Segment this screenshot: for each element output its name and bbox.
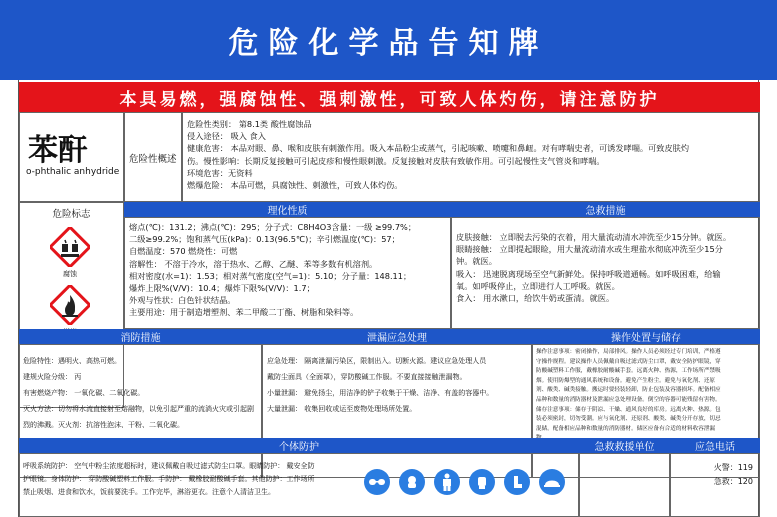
physchem-line: 二级≥99.2%；饱和蒸气压(kPa)：0.13(96.5℃)；辛引燃温度(℃)：57；	[129, 234, 400, 245]
gloves-icon	[469, 469, 495, 495]
fire-phone-label: 火警：	[713, 463, 738, 472]
protective-suit-icon	[434, 469, 460, 495]
handling-header	[532, 329, 760, 344]
first-aid-title: 急救措施	[585, 206, 626, 217]
ambulance-phone-row	[714, 476, 753, 487]
phone-cell	[670, 453, 760, 517]
warning-text: 本具易燃，强腐蚀性、强刺激性，可致人体灼伤，请注意防护	[119, 89, 660, 110]
handling-line: 储存注意事项：储存于阴凉、干燥、通风良好的库房。远离火种、热源。包	[536, 406, 721, 413]
corrosive-icon	[50, 227, 90, 267]
notice-board	[18, 80, 759, 517]
phone-title: 应急电话	[695, 442, 735, 453]
hazard-overview-line: 健康危害： 本品对眼、鼻、喉和皮肤有刺激作用。吸入本品粉尘或蒸气，引起咳嗽、喷嚏和鼻衄。对有哮喘史者，可诱发哮喘。可致皮肤灼	[187, 143, 690, 154]
physchem-text	[124, 217, 451, 329]
chemical-name-cn: 苯酐	[28, 133, 88, 168]
fire-line: 建规火险分级： 丙	[23, 373, 82, 381]
ppe-text	[23, 460, 314, 499]
hazard-signs-title: 危险标志	[52, 209, 91, 220]
fire-line: 有害燃烧产物： 一氧化碳、二氧化碳。	[23, 389, 145, 397]
first-aid-line: 食入： 用水漱口，给饮牛奶或蛋清。就医。	[456, 293, 615, 304]
hazard-overview-line: 危险性类别： 第8.1类 酸性腐蚀品	[187, 119, 312, 129]
phone-header	[670, 438, 760, 453]
first-aid-line: 氧。如呼吸停止，立即进行人工呼吸。就医。	[456, 280, 620, 291]
hazard-overview-label: 危险性概述	[129, 154, 177, 165]
spill-line: 戴防尘面具（全面罩），穿防酸碱工作服。不要直接接触泄漏物。	[267, 373, 467, 381]
corrosive-caption: 腐蚀	[63, 270, 77, 278]
handling-line: 剂、酸类、碱类接触。搬运时要轻装轻卸，防止包装及容器损坏。配备相应	[536, 387, 721, 394]
first-aid-line: 钟。就医。	[456, 256, 497, 267]
ambulance-phone-number: 120	[737, 477, 753, 486]
first-aid-header	[451, 202, 760, 217]
physchem-line: 爆炸上限%(V/V)：10.4；爆炸下限%(V/V)：1.7；	[129, 283, 315, 294]
ppe-line: 呼吸系统防护： 空气中粉尘浓度超标时，建议佩戴自吸过滤式防尘口罩。眼睛防护： 戴安全防	[23, 462, 315, 470]
chemical-name-cell	[19, 112, 124, 202]
physchem-line: 相对密度(水=1)：1.53；相对蒸气密度(空气=1)：5.10；分子量：148.11；	[129, 270, 412, 281]
emergency-unit-header	[579, 438, 670, 453]
first-aid-line: 眼睛接触： 立即提起眼睑，用大量流动清水或生理盐水彻底冲洗至少15分	[456, 244, 723, 255]
hazard-overview-line: 伤。慢性影响：长期反复接触可引起皮疹和慢性眼刺激。反复接触对皮肤有致敏作用。可引起慢性支气管炎和哮喘。	[187, 155, 605, 166]
spill-line: 应急处理： 隔离泄漏污染区，限制出入。切断火源。建议应急处理人员	[267, 357, 487, 365]
physchem-line: 外观与性状：白色针状结晶。	[129, 295, 236, 306]
handling-line: 操作注意事项：密闭操作，局部排风。操作人员必须经过专门培训，严格遵	[536, 349, 721, 355]
physchem-line: 自燃温度：570 燃烧性：可燃	[129, 246, 238, 257]
ambulance-phone-label: 急救：	[713, 477, 738, 486]
fire-header	[19, 329, 262, 344]
fire-title: 消防措施	[120, 333, 161, 344]
goggles-icon	[364, 469, 390, 495]
spill-title: 泄漏应急处理	[367, 333, 427, 344]
spill-line: 大量泄漏： 收集回收或运至废物处理场所处置。	[267, 405, 417, 413]
physchem-line: 熔点(℃)：131.2；沸点(℃)：295；分子式：C8H4O3含量：一级 ≥99.7%；	[129, 222, 417, 232]
boots-icon	[504, 469, 530, 495]
first-aid-text	[451, 217, 760, 329]
handling-line: 品种和数量的消防器材及泄漏应急处理设备。倒空的容器可能残留有害物。	[536, 396, 721, 403]
physchem-title: 理化性质	[267, 206, 308, 217]
hazard-overview-line: 环境危害：无资料	[187, 167, 253, 178]
fire-line: 危险特性：遇明火、高热可燃。	[23, 357, 121, 365]
physchem-header	[124, 202, 451, 217]
ppe-title: 个体防护	[279, 442, 319, 453]
handling-line: 烟。使用防爆型的通风系统和设备。避免产生粉尘。避免与氧化剂、还原	[536, 377, 716, 384]
fire-phone-number: 119	[737, 463, 753, 472]
physchem-line: 溶解性： 不溶于冷水，溶于热水、乙醇、乙醚、苯等多数有机溶剂。	[129, 258, 378, 269]
emergency-unit-cell	[579, 453, 670, 517]
handling-line: 守操作规程。建议操作人员佩戴自吸过滤式防尘口罩，戴安全防护眼镜，穿	[536, 358, 721, 365]
hazard-overview-line: 侵入途径： 吸入 食入	[187, 131, 266, 142]
page-header	[0, 0, 777, 80]
hazard-overview-line: 燃爆危险： 本品可燃，具腐蚀性、刺激性，可致人体灼伤。	[187, 180, 403, 191]
ppe-line: 禁止吸烟、进食和饮水，饭前要洗手。工作完毕，淋浴更衣。注意个人清洁卫生。	[23, 488, 275, 496]
handling-line: 防酸碱塑料工作服，戴橡胶耐酸碱手套。远离火种、热源，工作场所严禁吸	[536, 368, 721, 375]
handling-line: 装必须密封，切勿受潮。应与氧化剂、还原剂、酸类、碱类分开存放，切忌	[536, 416, 721, 423]
spill-line: 小量泄漏： 避免扬尘，用洁净的铲子收集于干燥、洁净、有盖的容器中。	[267, 389, 494, 397]
first-aid-line: 吸入： 迅速脱离现场至空气新鲜处。保持呼吸道通畅。如呼吸困难，给输	[456, 268, 721, 279]
ppe-cell	[19, 453, 579, 517]
hazard-overview-text	[182, 112, 760, 202]
ppe-header	[19, 438, 579, 453]
hazard-overview-label-cell	[124, 112, 182, 202]
handling-title: 操作处置与储存	[611, 333, 681, 344]
physchem-line: 主要用途：用于制造增塑剂、苯二甲酸二丁酯、树脂和染料等。	[129, 307, 359, 318]
fire-line: 烈的沸溅。灭火剂：抗溶性泡沫、干粉、二氧化碳。	[23, 421, 184, 429]
ppe-line: 护眼镜。身体防护： 穿防酸碱塑料工作服。手防护： 戴橡胶耐酸碱手套。其他防护：工作场所	[23, 475, 315, 483]
warning-banner	[19, 82, 760, 112]
chemical-name-en: o-phthalic anhydride	[26, 167, 120, 177]
spill-header	[262, 329, 532, 344]
flammable-icon	[50, 285, 90, 325]
page-title: 危险化学品告知牌	[228, 26, 549, 61]
respirator-icon	[399, 469, 425, 495]
emergency-unit-title: 急救救援单位	[594, 442, 655, 453]
fire-phone-row	[714, 462, 753, 473]
first-aid-line: 皮肤接触： 立即脱去污染的衣着，用大量流动清水冲洗至少15分钟。就医。	[456, 232, 732, 242]
hard-hat-icon	[539, 469, 565, 495]
fire-line: 灭火方法：切勿将水流直接射至熔融物，以免引起严重的流淌火灾或引起剧	[23, 405, 254, 413]
handling-line: 混储。配备相应品种和数量的消防器材。储区应备有合适的材料收容泄漏	[536, 425, 716, 432]
